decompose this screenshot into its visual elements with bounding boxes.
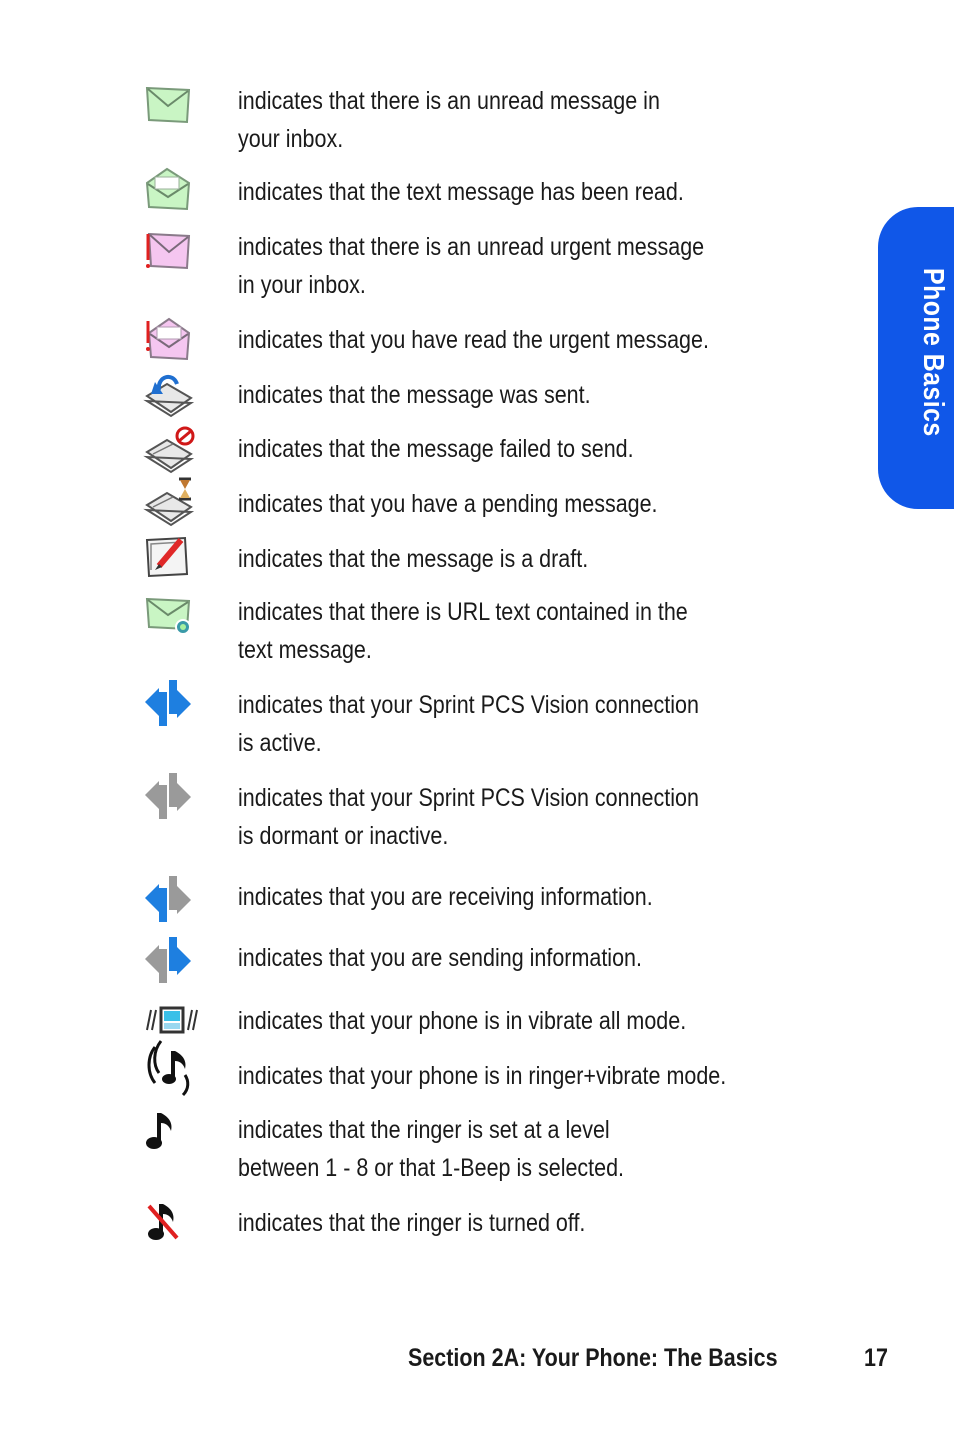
unread-message-icon: [145, 84, 201, 134]
entry-text-line: indicates that you are sending information.: [238, 944, 642, 972]
vision-dormant-icon: [145, 771, 201, 821]
sending-data-icon: [145, 935, 201, 985]
entry-text-line: indicates that your Sprint PCS Vision connection: [238, 691, 699, 719]
read-message-icon: [145, 167, 201, 217]
message-draft-icon: [145, 534, 201, 584]
message-failed-icon: [145, 426, 201, 476]
page-number: 17: [864, 1344, 888, 1372]
entry-text-line: indicates that you are receiving information.: [238, 883, 653, 911]
entry-text-line: indicates that the message was sent.: [238, 381, 591, 409]
entry-text-line: indicates that the text message has been read.: [238, 178, 684, 206]
entry-text-line: indicates that your phone is in vibrate all mode.: [238, 1007, 687, 1035]
url-message-icon: [145, 595, 201, 645]
entry-text-line: indicates that there is URL text contained in the: [238, 598, 688, 626]
entry-text-line: your inbox.: [238, 125, 344, 153]
side-tab-label: Phone Basics: [917, 268, 949, 437]
message-sent-icon: [145, 368, 201, 418]
entry-text-line: indicates that the ringer is turned off.: [238, 1209, 586, 1237]
entry-text-line: indicates that you have read the urgent message.: [238, 326, 709, 354]
entry-text-line: indicates that there is an unread message in: [238, 87, 660, 115]
ringer-level-icon: [145, 1111, 201, 1161]
read-urgent-message-icon: [145, 317, 201, 367]
footer-section-title: Section 2A: Your Phone: The Basics: [408, 1344, 778, 1372]
entry-text-line: is active.: [238, 729, 322, 757]
receiving-data-icon: [145, 874, 201, 924]
entry-text-line: indicates that the message is a draft.: [238, 545, 589, 573]
entry-text-line: is dormant or inactive.: [238, 822, 449, 850]
unread-urgent-message-icon: [145, 230, 201, 280]
entry-text-line: indicates that you have a pending message.: [238, 490, 658, 518]
entry-text-line: text message.: [238, 636, 372, 664]
entry-text-line: indicates that your phone is in ringer+vibrate mode.: [238, 1062, 727, 1090]
entry-text-line: indicates that the message failed to send.: [238, 435, 634, 463]
entry-text-line: in your inbox.: [238, 271, 366, 299]
entry-text-line: indicates that there is an unread urgent message: [238, 233, 705, 261]
ringer-off-icon: [145, 1202, 201, 1252]
entry-text-line: indicates that your Sprint PCS Vision connection: [238, 784, 699, 812]
message-pending-icon: [145, 477, 201, 527]
entry-text-line: between 1 - 8 or that 1-Beep is selected.: [238, 1154, 625, 1182]
ringer-vibrate-icon: [145, 1037, 201, 1087]
entry-text-line: indicates that the ringer is set at a level: [238, 1116, 610, 1144]
vision-active-icon: [145, 678, 201, 728]
